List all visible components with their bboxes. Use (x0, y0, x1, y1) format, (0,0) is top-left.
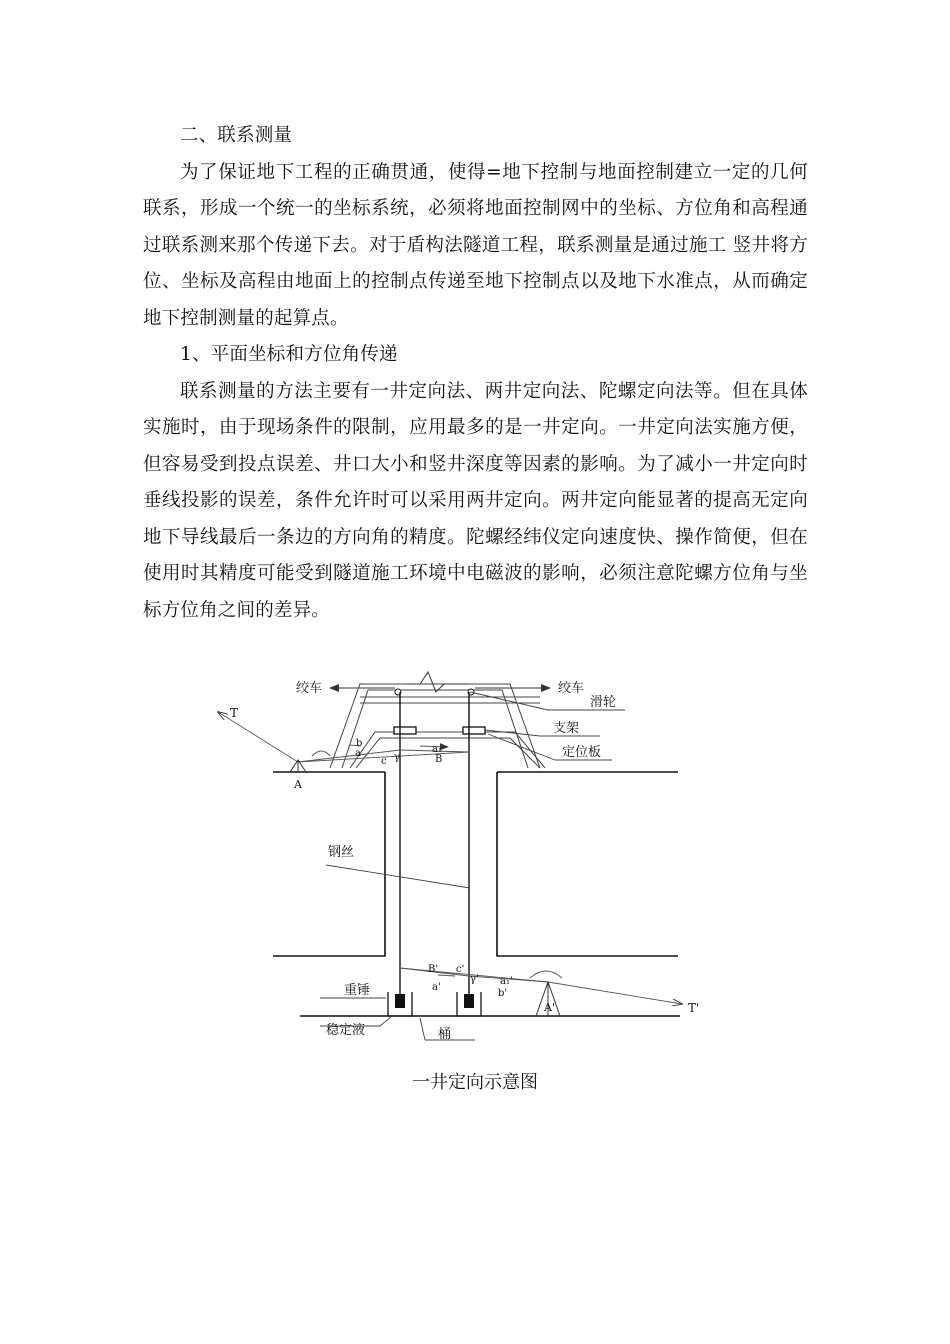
label-point-a1: a₁ (432, 744, 442, 755)
label-point-a: A (294, 778, 302, 791)
label-point-a-prime-large: A' (544, 1001, 555, 1014)
label-angle-gamma-prime: γ' (470, 974, 479, 985)
label-winch-right: 绞车 (558, 681, 585, 696)
figure-labels (230, 681, 699, 1042)
label-point-a1-prime: a₁' (500, 976, 513, 987)
label-positioning-plate: 定位板 (562, 745, 602, 760)
label-point-a-small: a (355, 748, 361, 759)
shaft-orientation-figure (0, 660, 950, 1060)
label-stabilizing-liquid: 稳定液 (326, 1023, 366, 1038)
label-winch-left: 绞车 (296, 681, 323, 696)
positioning-plates (394, 727, 485, 734)
label-point-a-prime: a' (432, 982, 441, 993)
heavy-hammers (395, 994, 474, 1008)
paragraph-2: 联系测量的方法主要有一井定向法、两井定向法、陀螺定向法等。但在具体实施时，由于现场条件的限制，应用最多的是一井定向。一井定向法实施方便，但容易受到投点误差、井口大小和竖井深度等因素的影响。为了减小一井定向时垂线投影的误差，条件允许时可以采用两井定向。两井定向能显著的提高无定向地下导线最后一条边的方向角的精度。陀螺经纬仪定向速度快、操作简便，但在使用时其精度可能受到隧道施工环境中电磁波的影响，必须注意陀螺方位角与坐标方位角之间的差异。 (143, 380, 808, 621)
label-point-t-prime: T' (688, 1001, 700, 1015)
label-point-b-upper: B (435, 754, 443, 765)
section-heading: 二、联系测量 (180, 125, 293, 146)
label-point-b-prime-upper: B' (428, 964, 439, 975)
label-angle-gamma: γ (394, 752, 400, 763)
label-point-b-prime: b' (498, 988, 508, 999)
subsection-heading: 1、平面坐标和方位角传递 (180, 344, 398, 365)
label-bucket: 桶 (438, 1027, 452, 1042)
shaft-orientation-diagram (0, 660, 950, 1060)
label-support: 支架 (553, 721, 580, 736)
label-point-c-prime: c' (456, 964, 465, 975)
label-point-t: T (230, 706, 239, 720)
label-steel-wire: 钢丝 (328, 845, 355, 860)
label-pulley: 滑轮 (590, 695, 617, 710)
figure-caption: 一井定向示意图 (412, 1072, 538, 1093)
label-heavy-hammer: 重锤 (344, 983, 371, 998)
lower-survey-lines (400, 968, 682, 1004)
label-point-b: b (356, 738, 363, 749)
paragraph-1: 为了保证地下工程的正确贯通，使得=地下控制与地面控制建立一定的几何联系，形成一个统一的坐标系统，必须将地面控制网中的坐标、方位角和高程通过联系测来那个传递下去。对于盾构法隧道工程，联系测量是通过施工 竖井将方位、坐标及高程由地面上的控制点传递至地下控制点以及地下水准点，从而确定地下控制测量的起算点。 (143, 161, 808, 329)
label-point-c: c (381, 756, 387, 767)
document-body (143, 118, 808, 629)
